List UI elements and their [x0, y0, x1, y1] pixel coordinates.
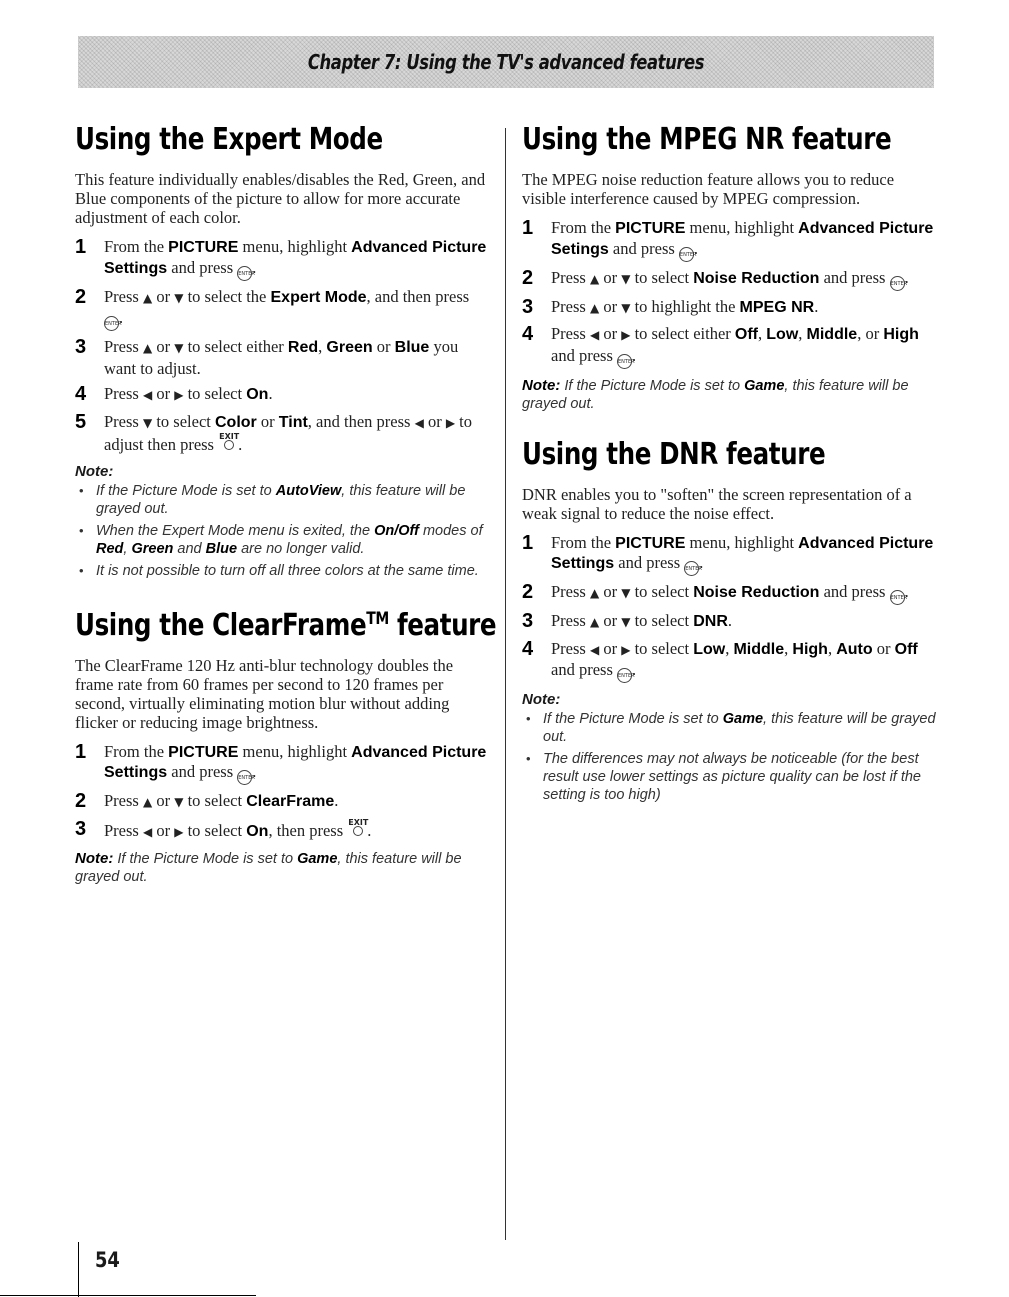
page-number: 54 [95, 1248, 120, 1272]
arrow-right-icon: ▶ [174, 824, 184, 839]
note-label: Note: [522, 376, 561, 394]
step-text: or [152, 384, 175, 403]
step-item [522, 297, 936, 319]
step-text: and press [551, 345, 617, 365]
exit-dot [224, 440, 234, 450]
step-text: , and then press [366, 286, 470, 306]
step-text: menu, highlight [685, 218, 799, 237]
step-text: to select [630, 638, 694, 658]
option-name: Middle [806, 326, 858, 343]
step-number: 2 [522, 581, 534, 603]
heading-text: feature [388, 607, 497, 643]
exit-label: EXIT [219, 432, 240, 441]
arrow-up-icon: ▲ [142, 290, 153, 305]
chapter-title: Chapter 7: Using the TV's advanced features [307, 50, 705, 74]
enter-button-icon: ENTER [890, 276, 905, 291]
note-emphasis: Game [722, 711, 764, 727]
arrow-down-icon: ▼ [142, 415, 153, 430]
step-text: to select [630, 267, 694, 287]
step-item [75, 819, 487, 843]
note-item [75, 482, 487, 518]
note-list [522, 710, 936, 804]
step-number: 2 [75, 285, 87, 308]
step-text: to highlight the [630, 296, 740, 316]
step-text: . [119, 308, 124, 327]
arrow-down-icon: ▼ [174, 795, 184, 809]
step-text: or [599, 267, 622, 287]
note-text: If the Picture Mode is set to [113, 851, 298, 867]
step-number: 1 [75, 740, 87, 763]
menu-name: PICTURE [615, 220, 686, 237]
step-text: Press [551, 582, 590, 601]
note-item [522, 710, 936, 746]
step-item [75, 384, 487, 406]
note-text: If the Picture Mode is set to [560, 377, 745, 394]
step-text: , [758, 324, 767, 343]
note-text: , [123, 540, 132, 557]
option-name: Blue [394, 339, 430, 356]
step-text: to select either [630, 324, 735, 343]
note-text: and [173, 540, 206, 557]
note-text: , this feature will be grayed out. [75, 851, 462, 885]
step-text: . [699, 553, 704, 572]
arrow-right-icon: ▶ [621, 328, 631, 342]
step-item [75, 337, 487, 378]
step-number: 3 [75, 336, 87, 358]
section-intro: The ClearFrame 120 Hz anti-blur technology doubles the frame rate from 60 frames per second to 120 frames per second, virtually eliminating motion blur without adding flicker or reducing image brightness. [75, 655, 454, 732]
step-item [522, 324, 936, 369]
option-name: On [246, 822, 269, 840]
arrow-left-icon: ◀ [589, 642, 600, 657]
option-name: Off [894, 640, 918, 658]
section-heading [75, 606, 497, 646]
step-text: or [599, 324, 622, 343]
step-text: to select [152, 411, 215, 431]
menu-item-name: Noise Reduction [693, 584, 820, 601]
step-text: Press [104, 820, 143, 840]
note-list [75, 482, 487, 580]
right-column [522, 120, 936, 808]
note-text: modes of [418, 522, 483, 539]
step-text: Press [104, 337, 143, 356]
option-name: High [792, 640, 828, 658]
note-text: The differences may not always be noticeable (for the best result use lower settings as picture quality can be lost if the setting is too high) [543, 751, 921, 803]
step-text: or [152, 337, 175, 356]
step-text: and press [819, 267, 890, 287]
note-label: Note: [522, 691, 561, 708]
note-emphasis: AutoView [275, 482, 342, 499]
step-text: Press [104, 286, 143, 306]
step-text: or [423, 411, 446, 431]
arrow-up-icon: ▲ [589, 586, 600, 600]
step-text: From the [104, 237, 169, 256]
section-expert-mode [75, 120, 487, 580]
step-text: and press [819, 582, 890, 601]
option-name: Tint [278, 413, 308, 431]
step-text: or [152, 820, 175, 840]
arrow-left-icon: ◀ [142, 824, 153, 839]
step-number: 1 [75, 236, 87, 258]
step-text: and press [167, 762, 238, 781]
menu-item-name: Advanced Picture Settings [104, 743, 487, 781]
note-emphasis: Green [131, 540, 174, 557]
enter-button-icon: ENTER [104, 316, 119, 331]
step-text: menu, highlight [238, 741, 352, 761]
step-number: 4 [75, 383, 87, 405]
step-text: Press [104, 384, 143, 403]
step-text: and press [551, 660, 617, 679]
arrow-up-icon: ▲ [589, 300, 600, 315]
menu-item-name: Expert Mode [270, 288, 367, 306]
menu-item-name: Advanced Picture Settings [104, 239, 487, 277]
spacer [75, 584, 487, 606]
note-label: Note: [75, 462, 114, 480]
step-text: , [784, 638, 793, 658]
note-item [522, 750, 936, 804]
step-text: . [252, 257, 257, 277]
left-column [75, 120, 497, 886]
step-text: or [152, 791, 175, 810]
step-text: , or [857, 324, 884, 343]
step-text: or [872, 638, 895, 658]
arrow-left-icon: ◀ [142, 388, 153, 402]
menu-item-name: Advanced Picture Setings [551, 220, 934, 258]
enter-button-icon: ENTER [890, 590, 905, 605]
step-text: or [599, 611, 622, 630]
note-item [75, 562, 487, 580]
trademark-mark: TM [366, 608, 389, 629]
step-item [522, 639, 936, 684]
arrow-left-icon: ◀ [589, 328, 600, 342]
step-text: Press [551, 324, 590, 343]
arrow-down-icon: ▼ [621, 271, 631, 286]
option-name: High [883, 326, 919, 343]
section-mpeg-nr [522, 120, 936, 413]
arrow-right-icon: ▶ [445, 415, 456, 430]
step-text: , then press [268, 820, 348, 840]
enter-button-icon: ENTER [684, 561, 699, 576]
page-number-rule [78, 1242, 79, 1297]
enter-button-icon: ENTER [617, 668, 632, 683]
step-item [522, 582, 936, 605]
exit-label: EXIT [348, 817, 369, 827]
option-name: On [246, 386, 269, 403]
step-number: 3 [522, 610, 534, 632]
step-item [75, 742, 487, 786]
option-name: Middle [733, 640, 785, 658]
step-text: menu, highlight [685, 532, 799, 552]
arrow-up-icon: ▲ [142, 341, 153, 355]
note [522, 377, 936, 413]
step-text: to select [183, 791, 247, 810]
step-text: or [599, 638, 622, 658]
note-text: , this feature will be grayed out. [543, 711, 936, 745]
heading-text: Using the ClearFrame [75, 607, 367, 643]
note-emphasis: On/Off [374, 522, 419, 539]
step-number: 3 [522, 295, 534, 318]
arrow-up-icon: ▲ [589, 271, 600, 286]
menu-name: PICTURE [615, 534, 686, 552]
step-text: , and then press [307, 411, 415, 431]
menu-item-name: DNR [693, 613, 728, 630]
menu-name: PICTURE [168, 743, 239, 761]
step-text: and press [167, 257, 238, 277]
arrow-down-icon: ▼ [174, 290, 184, 305]
step-number: 2 [522, 266, 534, 289]
step-text: . [727, 611, 733, 630]
step-text: , [725, 638, 734, 658]
step-text: . [693, 238, 699, 258]
note-item [75, 522, 487, 558]
option-name: Low [693, 640, 726, 658]
step-number: 3 [75, 817, 87, 840]
step-text: to adjust then press [104, 411, 473, 454]
menu-item-name: Noise Reduction [693, 269, 820, 287]
step-number: 4 [522, 323, 534, 345]
spacer [522, 413, 936, 435]
step-text: From the [104, 741, 169, 761]
step-text: or [152, 286, 175, 306]
option-name: Green [326, 339, 373, 356]
arrow-left-icon: ◀ [414, 415, 424, 430]
step-text: . [814, 296, 819, 316]
step-text: and press [614, 553, 685, 572]
section-dnr [522, 435, 936, 805]
exit-dot [353, 826, 363, 836]
step-item [522, 611, 936, 633]
section-intro: This feature individually enables/disables the Red, Green, and Blue components of the picture to allow for more accurate adjustment of each color. [75, 170, 486, 227]
arrow-up-icon: ▲ [142, 795, 153, 809]
step-number: 1 [522, 217, 534, 239]
step-text: , [318, 337, 327, 356]
chapter-banner [78, 36, 934, 88]
note-text: are no longer valid. [237, 540, 365, 557]
section-heading: Using the MPEG NR feature [522, 122, 892, 157]
step-text: or [599, 296, 622, 316]
option-name: Red [287, 339, 319, 356]
arrow-down-icon: ▼ [174, 341, 184, 355]
step-text: . [334, 791, 339, 810]
note-emphasis: Red [96, 540, 124, 557]
arrow-down-icon: ▼ [621, 300, 631, 315]
enter-button-icon: ENTER [237, 770, 252, 785]
step-text: From the [551, 532, 616, 552]
step-text: , [827, 638, 837, 658]
column-divider [505, 128, 506, 1240]
note-text: If the Picture Mode is set to [543, 711, 723, 727]
menu-item-name: Advanced Picture Settings [551, 534, 934, 572]
step-text: and press [608, 238, 679, 258]
section-heading: Using the Expert Mode [75, 122, 383, 157]
step-text: Press [104, 791, 143, 810]
step-number: 2 [75, 790, 87, 812]
section-intro: The MPEG noise reduction feature allows you to reduce visible interference caused by MPEG compression. [522, 170, 895, 208]
option-name: Off [734, 326, 759, 343]
step-text: Press [551, 638, 590, 658]
step-item [522, 533, 936, 577]
menu-item-name: MPEG NR [739, 298, 815, 316]
step-item [522, 218, 936, 262]
note-text: When the Expert Mode menu is exited, the [96, 522, 375, 539]
step-item [75, 412, 487, 455]
note-text: It is not possible to turn off all three colors at the same time. [96, 562, 479, 579]
option-name: Low [766, 326, 799, 343]
step-text: . [904, 267, 909, 287]
arrow-right-icon: ▶ [174, 388, 184, 402]
exit-button-icon [218, 433, 238, 451]
exit-button-icon [347, 819, 367, 837]
note-text: If the Picture Mode is set to [96, 482, 276, 499]
step-text: you want to adjust. [104, 337, 459, 378]
step-text: . [904, 582, 909, 601]
step-text: . [631, 660, 637, 679]
step-text: . [268, 384, 273, 403]
step-text: . [238, 435, 243, 454]
step-text: to select [183, 820, 247, 840]
arrow-up-icon: ▲ [589, 615, 600, 629]
step-text: From the [551, 218, 616, 237]
section-clearframe [75, 606, 497, 887]
option-name: Color [214, 413, 257, 431]
enter-button-icon: ENTER [237, 266, 252, 281]
note-emphasis: Game [297, 851, 338, 867]
step-text: . [252, 762, 257, 781]
step-text: to select [183, 384, 247, 403]
step-item [75, 237, 487, 281]
note-emphasis: Game [744, 377, 785, 394]
step-text: , [798, 324, 807, 343]
step-item [75, 791, 487, 813]
step-text: Press [551, 611, 590, 630]
option-name: Auto [836, 640, 873, 658]
step-text: to select [630, 582, 694, 601]
arrow-right-icon: ▶ [621, 642, 631, 657]
step-text: to select either [183, 337, 288, 356]
note-label: Note: [75, 850, 114, 867]
step-number: 1 [522, 531, 534, 554]
step-text: . [631, 345, 637, 365]
menu-item-name: ClearFrame [246, 793, 335, 810]
step-text: or [256, 411, 279, 431]
step-text: Press [104, 411, 143, 431]
step-item [75, 287, 487, 332]
step-text: . [367, 820, 372, 840]
step-item [522, 268, 936, 291]
step-number: 4 [522, 637, 534, 660]
enter-button-icon: ENTER [617, 354, 632, 369]
step-text: or [372, 337, 395, 356]
step-text: menu, highlight [238, 237, 352, 256]
arrow-down-icon: ▼ [621, 615, 631, 629]
step-number: 5 [75, 410, 87, 433]
step-text: to select [630, 611, 694, 630]
section-heading: Using the DNR feature [522, 436, 826, 472]
note-emphasis: Blue [205, 540, 238, 557]
menu-name: PICTURE [168, 239, 239, 256]
step-text: Press [551, 296, 590, 316]
section-intro: DNR enables you to "soften" the screen representation of a weak signal to reduce the noise effect. [522, 484, 912, 523]
note-text: , this feature will be grayed out. [96, 482, 466, 517]
footer-rule [0, 1295, 256, 1296]
step-text: Press [551, 267, 590, 287]
note [75, 850, 487, 886]
step-text: or [599, 582, 622, 601]
note-text: , this feature will be grayed out. [522, 377, 909, 412]
step-text: to select the [183, 286, 271, 306]
enter-button-icon: ENTER [679, 247, 694, 262]
arrow-down-icon: ▼ [621, 586, 631, 600]
